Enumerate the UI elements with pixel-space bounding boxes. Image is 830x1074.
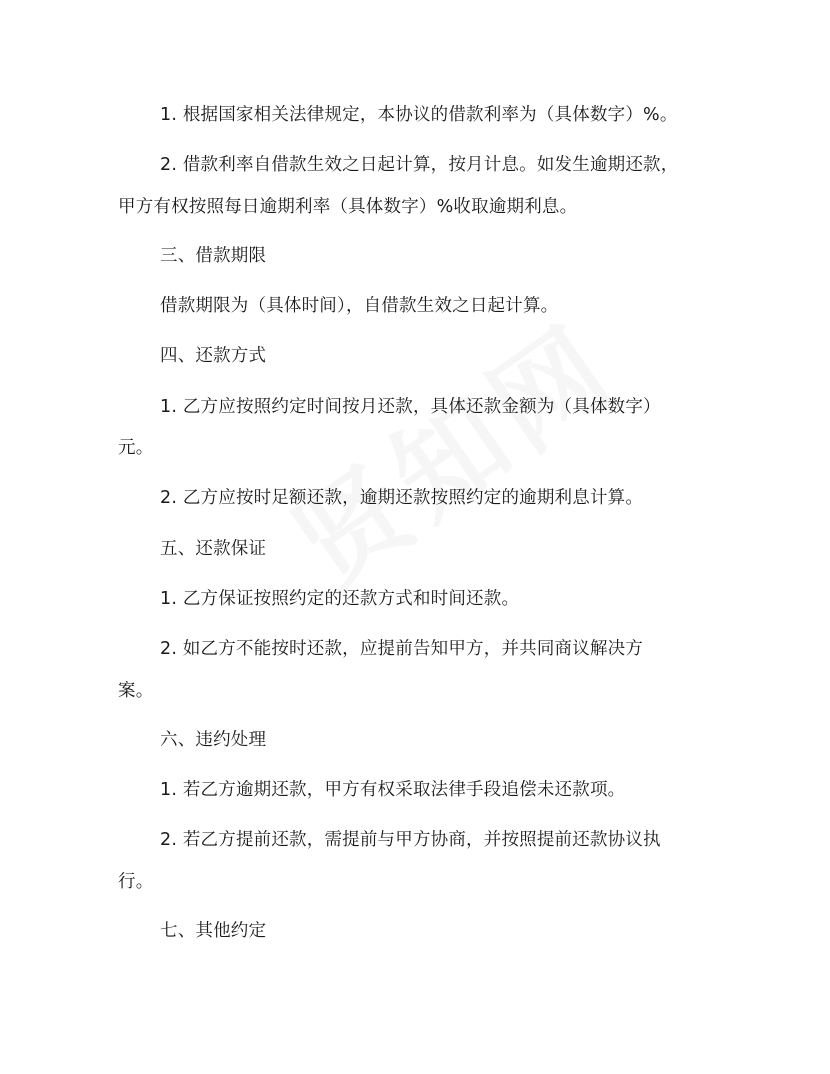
clause-interest-calc-line2: 甲方有权按照每日逾期利率（具体数字）%收取逾期利息。 [118,197,578,217]
clause-guarantee-2-line2: 案。 [118,681,154,701]
section-heading-term: 三、借款期限 [160,246,267,266]
clause-interest-calc-line1: 2. 借款利率自借款生效之日起计算，按月计息。如发生逾期还款， [160,155,679,175]
clause-repayment-ontime: 2. 乙方应按时足额还款，逾期还款按照约定的逾期利息计算。 [160,488,644,508]
clause-interest-rate: 1. 根据国家相关法律规定，本协议的借款利率为（具体数字）%。 [160,105,678,125]
section-heading-guarantee: 五、还款保证 [160,539,267,559]
clause-breach-1: 1. 若乙方逾期还款，甲方有权采取法律手段追偿未还款项。 [160,780,626,800]
clause-repayment-monthly-line2: 元。 [118,438,154,458]
clause-repayment-monthly-line1: 1. 乙方应按照约定时间按月还款，具体还款金额为（具体数字） [160,397,661,417]
clause-guarantee-1: 1. 乙方保证按照约定的还款方式和时间还款。 [160,589,520,609]
clause-breach-2-line1: 2. 若乙方提前还款，需提前与甲方协商，并按照提前还款协议执 [160,830,661,850]
section-heading-repayment: 四、还款方式 [160,346,267,366]
clause-breach-2-line2: 行。 [118,872,154,892]
clause-guarantee-2-line1: 2. 如乙方不能按时还款，应提前告知甲方，并共同商议解决方 [160,639,644,659]
clause-term: 借款期限为（具体时间），自借款生效之日起计算。 [160,296,559,316]
section-heading-other: 七、其他约定 [160,921,267,941]
section-heading-breach: 六、违约处理 [160,730,267,750]
